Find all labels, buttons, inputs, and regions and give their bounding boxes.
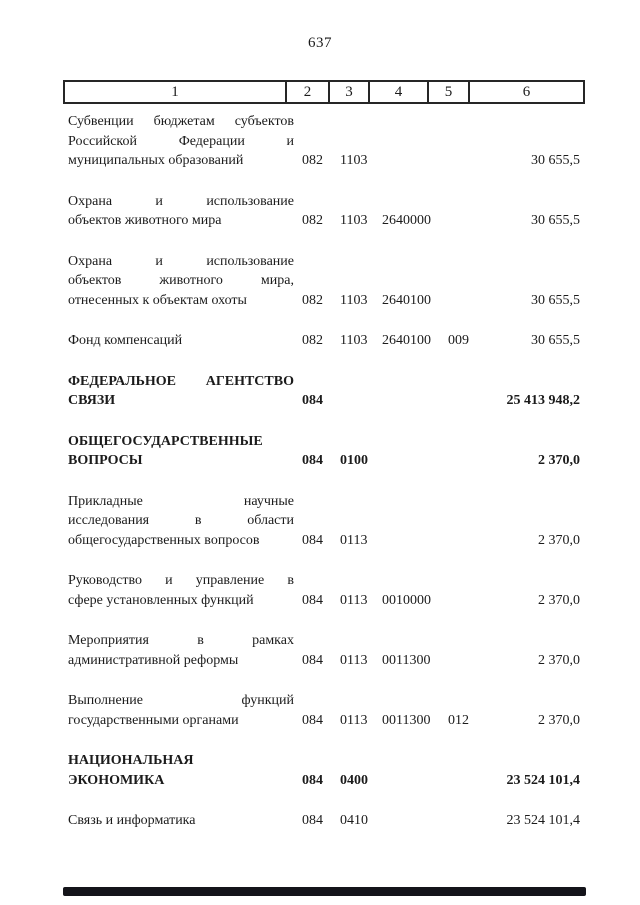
cell-section-code: 0113 bbox=[340, 592, 368, 608]
cell-amount: 2 370,0 bbox=[538, 592, 580, 608]
row-name-line: Российской Федерации и bbox=[68, 133, 294, 149]
cell-chapter-code: 084 bbox=[302, 712, 323, 728]
row-name-line: СВЯЗИ bbox=[68, 393, 116, 408]
table-row bbox=[0, 432, 640, 471]
cell-amount: 2 370,0 bbox=[538, 453, 580, 468]
cell-target-article: 2640100 bbox=[382, 292, 431, 308]
row-name bbox=[68, 372, 294, 411]
table-row bbox=[0, 631, 640, 670]
row-name-line: общегосударственных вопросов bbox=[68, 532, 260, 548]
cell-amount: 23 524 101,4 bbox=[506, 813, 580, 828]
table-row bbox=[0, 112, 640, 171]
header-cell-2: 2 bbox=[287, 82, 330, 102]
cell-amount: 2 370,0 bbox=[538, 532, 580, 548]
row-name-line: Руководство и управление в bbox=[68, 573, 294, 588]
cell-amount: 30 655,5 bbox=[531, 213, 580, 228]
row-name-line: Прикладные научные bbox=[68, 493, 294, 509]
row-name-line: ФЕДЕРАЛЬНОЕ АГЕНТСТВО bbox=[68, 373, 294, 389]
cell-chapter-code: 082 bbox=[302, 153, 323, 168]
row-name-line: сфере установленных функций bbox=[68, 592, 254, 608]
row-name-line: административной реформы bbox=[68, 652, 239, 668]
row-name bbox=[68, 811, 294, 831]
cell-amount: 2 370,0 bbox=[538, 652, 580, 668]
cell-target-article: 2640000 bbox=[382, 213, 431, 228]
table-row bbox=[0, 691, 640, 730]
row-name-line: Фонд компенсаций bbox=[68, 333, 183, 348]
cell-chapter-code: 084 bbox=[302, 592, 323, 608]
cell-amount: 30 655,5 bbox=[531, 153, 580, 168]
row-name-line: ВОПРОСЫ bbox=[68, 453, 143, 468]
row-name-line: отнесенных к объектам охоты bbox=[68, 292, 247, 308]
cell-target-article: 0011300 bbox=[382, 712, 431, 728]
table-row bbox=[0, 492, 640, 551]
table-row bbox=[0, 192, 640, 231]
header-cell-1: 1 bbox=[65, 82, 287, 102]
cell-section-code: 0410 bbox=[340, 813, 368, 828]
row-name bbox=[68, 112, 294, 171]
cell-chapter-code: 084 bbox=[302, 393, 323, 408]
row-name bbox=[68, 331, 294, 351]
cell-chapter-code: 084 bbox=[302, 453, 323, 468]
row-name bbox=[68, 751, 294, 790]
budget-table-header bbox=[63, 80, 585, 104]
row-name-line: объектов животного мира bbox=[68, 213, 222, 228]
cell-section-code: 0113 bbox=[340, 532, 368, 548]
header-cell-4: 4 bbox=[370, 82, 429, 102]
cell-chapter-code: 082 bbox=[302, 333, 323, 348]
header-cell-6: 6 bbox=[522, 83, 531, 100]
cell-section-code: 0100 bbox=[340, 453, 368, 468]
row-name-line: ОБЩЕГОСУДАРСТВЕННЫЕ bbox=[68, 433, 263, 449]
cell-amount: 25 413 948,2 bbox=[506, 393, 580, 408]
row-name-line: исследования в области bbox=[68, 513, 294, 528]
row-name bbox=[68, 691, 294, 730]
cell-chapter-code: 084 bbox=[302, 652, 323, 668]
cell-section-code: 1103 bbox=[340, 213, 368, 228]
row-name-line: Выполнение функций bbox=[68, 693, 294, 708]
cell-section-code: 0400 bbox=[340, 772, 368, 788]
row-name-line: Охрана и использование bbox=[68, 193, 294, 209]
cell-chapter-code: 084 bbox=[302, 772, 323, 788]
page-number: 637 bbox=[308, 35, 332, 51]
cell-section-code: 1103 bbox=[340, 333, 368, 348]
cell-target-article: 2640100 bbox=[382, 333, 431, 348]
header-cell-3: 3 bbox=[330, 82, 370, 102]
row-name bbox=[68, 492, 294, 551]
table-row bbox=[0, 811, 640, 831]
row-name-line: Охрана и использование bbox=[68, 253, 294, 269]
row-name bbox=[68, 192, 294, 231]
row-name bbox=[68, 631, 294, 670]
row-name-line: ЭКОНОМИКА bbox=[68, 772, 165, 788]
row-name bbox=[68, 432, 294, 471]
cell-section-code: 0113 bbox=[340, 712, 368, 728]
table-row bbox=[0, 372, 640, 411]
table-row bbox=[0, 331, 640, 351]
cell-amount: 2 370,0 bbox=[538, 712, 580, 728]
cell-amount: 23 524 101,4 bbox=[506, 772, 580, 788]
cell-chapter-code: 084 bbox=[302, 813, 323, 828]
cell-section-code: 1103 bbox=[340, 153, 368, 168]
budget-table-body bbox=[0, 104, 640, 831]
next-table-top-edge bbox=[63, 887, 586, 896]
cell-section-code: 1103 bbox=[340, 292, 368, 308]
cell-chapter-code: 082 bbox=[302, 213, 323, 228]
cell-section-code: 0113 bbox=[340, 652, 368, 668]
cell-chapter-code: 084 bbox=[302, 532, 323, 548]
cell-amount: 30 655,5 bbox=[531, 292, 580, 308]
cell-amount: 30 655,5 bbox=[531, 333, 580, 348]
header-cell-5: 5 bbox=[429, 82, 470, 102]
row-name-line: государственными органами bbox=[68, 712, 239, 728]
table-row bbox=[0, 252, 640, 311]
table-row bbox=[0, 571, 640, 610]
row-name-line: Мероприятия в рамках bbox=[68, 633, 294, 648]
row-name-line: Субвенции бюджетам субъектов bbox=[68, 114, 294, 129]
cell-expense-type: 012 bbox=[448, 712, 469, 728]
row-name-line: муниципальных образований bbox=[68, 153, 244, 168]
row-name-line: НАЦИОНАЛЬНАЯ bbox=[68, 753, 194, 768]
cell-target-article: 0010000 bbox=[382, 592, 431, 608]
cell-expense-type: 009 bbox=[448, 333, 469, 348]
table-row bbox=[0, 751, 640, 790]
row-name-line: Связь и информатика bbox=[68, 813, 196, 828]
row-name bbox=[68, 571, 294, 610]
row-name bbox=[68, 252, 294, 311]
cell-target-article: 0011300 bbox=[382, 652, 431, 668]
row-name-line: объектов животного мира, bbox=[68, 273, 294, 288]
cell-chapter-code: 082 bbox=[302, 292, 323, 308]
